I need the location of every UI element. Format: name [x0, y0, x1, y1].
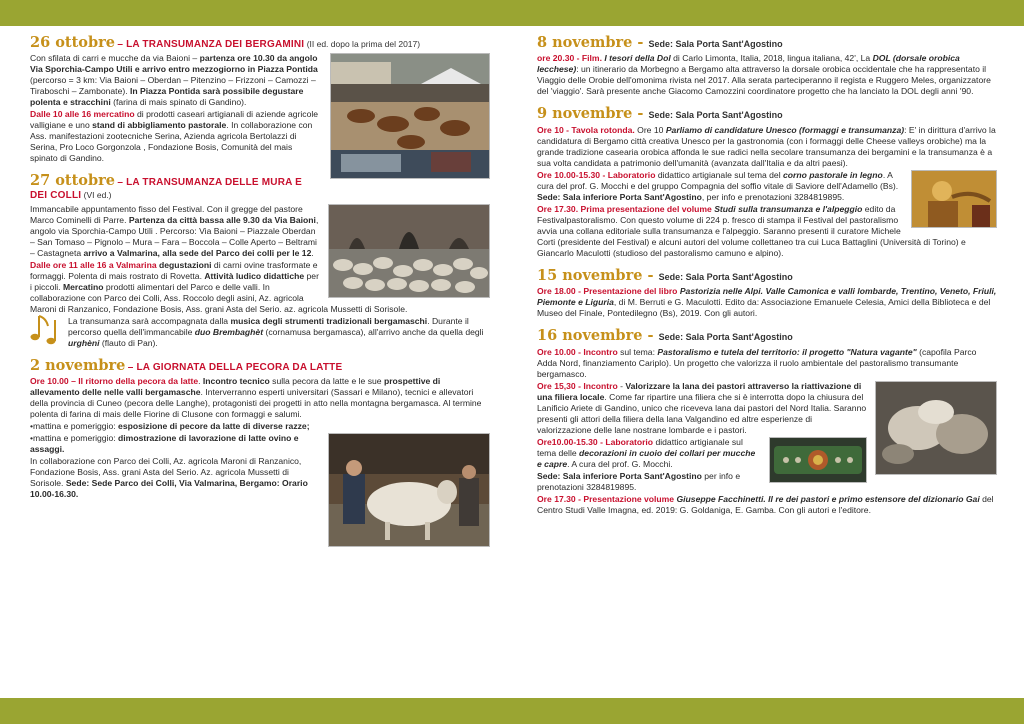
- text-highlight: Dalle ore 11 alle 16 a Valmarina: [30, 259, 157, 270]
- text-bold: degustazioni: [159, 259, 212, 270]
- event-edition: (II ed. dopo la prima del 2017): [306, 39, 421, 49]
- text: La transumanza sarà accompagnata dalla: [68, 315, 231, 326]
- text: : un itinerario da Morbegno a Bergamo alta attraverso la dorsale orobica occidentale che ha rappresentato il Viaggio delle Orobie dell'omonima rivista nel 2017. Alla serata parteciperanno il regista e Ruggero Meles, organizzatore del 'viaggio'. Sarà presente anche Giacomo Camozzini coordinatore progetto che ha lanciato la DOL degli anni '90.: [537, 64, 991, 97]
- text-bold: esposizione di pecore da latte di diverse razze;: [118, 421, 310, 432]
- text-highlight: Ore 17.30 - Presentazione volume: [537, 493, 677, 504]
- event-title: – LA TRANSUMANZA DELLE MURA E DEI COLLI: [30, 177, 303, 201]
- cattle-market-photo: [330, 53, 490, 179]
- text: (flauto di Pan).: [99, 337, 158, 348]
- top-accent-bar: [0, 0, 1024, 26]
- event-26-ottobre: [30, 34, 490, 164]
- text-bold-italic: duo Brembaghèt: [194, 326, 264, 337]
- text-bold-italic: urghèni: [68, 337, 100, 348]
- text-bold: Sede: Sede Parco dei Colli, Via Valmarina, Bergamo: Orario 10.00-16.30.: [30, 478, 308, 500]
- text: (percorso = 3 km: Via Baioni – Oberdan – Pitenzino – Frizzoni – Camozzi – Tiraboschi – Zambonate).: [30, 75, 316, 97]
- text-highlight: Ore 15,30 - Incontro: [537, 380, 618, 391]
- text-highlight: Ore 10.00 – Il ritorno della pecora da latte: [30, 376, 199, 387]
- event-header: [30, 357, 490, 374]
- event-dash: -: [632, 34, 649, 51]
- horn-fresco-photo: [911, 170, 997, 228]
- text: -: [617, 380, 626, 391]
- event-27-ottobre: [30, 172, 490, 348]
- text: Ore 10: [634, 124, 666, 135]
- text: .: [311, 247, 314, 258]
- text: di prodotti caseari artigianali di aziende agricole valligiane e uno: [30, 109, 319, 131]
- event-edition: (VI ed.): [83, 189, 112, 200]
- event-date: 15 novembre: [537, 266, 643, 284]
- event-title: – LA GIORNATA DELLA PECORA DA LATTE: [127, 361, 343, 373]
- text-bold-italic: Parliamo di candidature Unesco (formaggi e transumanza): [665, 124, 905, 135]
- text-highlight: Dalle 10 alle 16 mercatino: [30, 109, 135, 120]
- text-bold: Sede: Sala inferiore Porta Sant'Agostino: [537, 191, 702, 202]
- text: di carni ovine trasformate e formaggi. Polenta di mais rostrato di Rovetta.: [30, 259, 318, 281]
- event-header: [30, 34, 490, 51]
- text-bold-italic: decorazioni in cuoio dei collari per mucche e capre: [537, 447, 756, 469]
- event-8-novembre: [537, 34, 997, 97]
- text: , per info e prenotazioni 3284819895.: [701, 191, 845, 202]
- text: edito da Festivalpastoralismo. Con questo volume di 224 p. fresco di stampa il Festival del pastoralismo avvia una collana editoriale sulla transumanza e l'alpeggio. Saranno presenti il curatore Michele Corti (presidente del Festival) e alcuni autori del volume collettaneo tra cui Luca Battaglini (Università di Torino) e Giancarlo Maculotti (studioso del pastoralismo camuno e alpino).: [537, 203, 966, 258]
- text-bold: prospettive di allevamento delle nelle valli bergamasche: [30, 376, 441, 398]
- event-9-novembre: [537, 105, 997, 258]
- text: di Carlo Limonta, Italia, 2018, lingua italiana, 42', La: [670, 53, 873, 64]
- text-highlight: Ore 18.00 - Presentazione del libro: [537, 286, 680, 297]
- right-column: [537, 34, 997, 524]
- event-venue: Sede: Sala Porta Sant'Agostino: [658, 271, 793, 282]
- text-bold: arrivo a Valmarina, alla sede del Parco dei colli per le 12: [83, 247, 312, 258]
- event-header: [30, 172, 490, 201]
- text-highlight: Ore 10.00-15.30 - Laboratorio: [537, 169, 656, 180]
- event-dash: -: [642, 327, 659, 345]
- text: didattico artigianale sul tema del: [655, 169, 783, 180]
- event-date: 8 novembre: [537, 34, 633, 51]
- text: , angolo via Sporchia-Campo Utili . Percorso: Via Baioni – Piazzale Oberdan – San Tomaso – Pignolo – Mura – Fara – Boccola – Colle Aperto – Beltrami – Castagneta: [30, 214, 319, 258]
- event-header: [537, 105, 997, 122]
- text-bold: Sede: Sala inferiore Porta Sant'Agostino: [537, 470, 702, 481]
- text: •mattina e pomeriggio:: [30, 433, 119, 444]
- text: . A cura del prof. G. Mocchi.: [567, 458, 673, 469]
- left-column: [30, 34, 490, 550]
- text: (farina di mais spinato di Gandino).: [110, 97, 247, 108]
- wool-photo: [875, 381, 997, 475]
- text: : E' in dirittura d'arrivo la candidatura di Bergamo città creativa Unesco per la gastronomia (con i formaggi delle Cheese valleys orobiche) ma la grande tradizione casearia orobica affonda le sue radici nella secolare transumanza dei bergamini e la transumanza è a sua volta candidata a patrimonio dell'umanità (avanzata dall'Italia e da altri paesi).: [537, 124, 996, 168]
- text: prodotti alimentari del Parco e delle valli. In collaborazione con Parco dei Colli, Ass. Roccolo degli asini, Az. agricola Maroni di Ranzanico, Fondazione Bosis, Ass. grani Asta del Serio. az. agricola Mussetti di Sorisole.: [30, 281, 408, 314]
- text-highlight: Ore 17.30. Prima presentazione del volume: [537, 203, 715, 214]
- text: . Come far ripartire una filiera che si è interrotta dopo la chiusura del Lanificio Ariete di Gandino, unico che riceveva lana dai pastori del Nord Italia. Saranno presenti gli attori della filiera della lana Valgandino ed altre esperienze di valorizzazione delle lane nostrane lombarde e i pastori.: [537, 391, 867, 435]
- text-bold-italic: Pastorizia nelle Alpi. Valle Camonica e valli lombarde, Trentino, Veneto, Friuli, Piemonte e Liguria: [537, 286, 997, 308]
- event-date: 16 novembre: [537, 327, 643, 345]
- text: . Interverranno esperti universitari (Sassari e Milano), tecnici e allevatori della provincia di Cuneo (pecora delle Langhe), protagonisti dei progetti in atto nella montagna bergamasca. Al termine polenta di farina di mais delle Fiorine di Clusone con formaggi e salumi.: [30, 387, 482, 420]
- text-bold-italic: I tesori della Dol: [604, 53, 671, 64]
- text: (cornamusa bergamasca), all'arrivo anche da quella degli: [263, 326, 484, 337]
- text-bold: partenza ore 10.30 da angolo Via Sporchia-Campo Utili e arrivo entro mezzogiorno in Piazza Pontida: [30, 53, 318, 75]
- text-bold-italic: Studi sulla transumanza e l'alpeggio: [714, 203, 863, 214]
- event-2-novembre: [30, 357, 490, 500]
- text: Con sfilata di carri e mucche da via Baioni –: [30, 53, 200, 64]
- text: didattico artigianale sul tema delle: [537, 436, 743, 458]
- text-bold: musica degli strumenti tradizionali bergamaschi: [230, 315, 428, 326]
- text-bold: Attività ludico didattiche: [204, 270, 305, 281]
- text-bold-italic: Giuseppe Facchinetti. Il re dei pastori e primo estensore del dizionario Gai: [676, 493, 980, 504]
- text: •mattina e pomeriggio:: [30, 421, 119, 432]
- text: per i piccoli.: [30, 270, 319, 292]
- text-bold: dimostrazione di lavorazione di latte ovino e assaggi.: [30, 433, 299, 455]
- text: (capofila Parco Adda Nord, finanziamento Cariplo). Un progetto che valorizza il ruolo ambientale del pastoralismo transumante bergamasco.: [537, 346, 977, 379]
- bottom-accent-bar: [0, 698, 1024, 724]
- text-bold: Partenza da città bassa alle 9.30 da Via Baioni: [128, 214, 316, 225]
- text-bold-italic: DOL (dorsale orobica lecchese): [537, 53, 960, 75]
- event-16-novembre: [537, 327, 997, 515]
- event-venue: Sede: Sala Porta Sant'Agostino: [648, 39, 783, 49]
- text-bold: Mercatino: [62, 281, 104, 292]
- event-date: 2 novembre: [30, 356, 126, 374]
- text: sulla pecora da latte e le sue: [269, 376, 384, 387]
- text-bold: Valorizzare la lana dei pastori attraverso la riattivazione di una filiera locale: [537, 380, 862, 402]
- event-title: – LA TRANSUMANZA DEI BERGAMINI: [117, 39, 305, 50]
- event-header: [537, 34, 997, 51]
- text: Immancabile appuntamento fisso del Festival. Con il gregge del pastore Marco Cominelli di Parre.: [30, 203, 303, 225]
- event-date: 26 ottobre: [30, 34, 115, 51]
- event-venue: Sede: Sala Porta Sant'Agostino: [648, 110, 783, 121]
- text-bold-italic: corno pastorale in legno: [783, 169, 883, 180]
- text: . A cura del prof. G. Mocchi e del gruppo Compagnia del soffio vitale di Saviore dell'Adamello (Bs).: [537, 169, 899, 191]
- text-bold-italic: Pastoralismo e tutela del territorio: il progetto "Natura vagante": [657, 346, 917, 357]
- text: del Centro Studi Valle Imagna, ed. 2019: G. Goldaniga, E. Gamba. Con gli autori e l'editore.: [537, 493, 994, 515]
- text: . In collaborazione con Ass. manifestazioni zootecniche Serina, Azienda agricola Bertolazzi di Serina, Pro Loco Gorgonzola , Fondazione Bosis, Comunità del mais spinato di Gandino.: [30, 120, 313, 164]
- sheep-flock-photo: [328, 204, 490, 298]
- text-highlight: Ore 10 - Tavola rotonda.: [537, 124, 635, 135]
- text: In collaborazione con Parco dei Colli, Az. agricola Maroni di Ranzanico, Fondazione Bosis, Ass. grani Asta del Serio. Az. agricola Mussetti di Sorisole.: [30, 456, 302, 489]
- event-header: [537, 327, 997, 344]
- event-15-novembre: [537, 267, 997, 319]
- text: per info e prenotazioni 3284819895.: [537, 470, 741, 492]
- text-highlight: ore 20.30 - Film.: [537, 53, 605, 64]
- text-bold: Incontro tecnico: [202, 376, 270, 387]
- leather-collar-photo: [769, 437, 867, 483]
- sheep-shearing-photo: [328, 433, 490, 547]
- event-date: 27 ottobre: [30, 172, 115, 190]
- text: . Durante il percorso quella dell'immancabile: [68, 315, 469, 337]
- text-highlight: Ore10.00-15.30 - Laboratorio: [537, 436, 654, 447]
- text-highlight: Ore 10.00 - Incontro: [537, 346, 618, 357]
- event-header: [537, 267, 997, 284]
- event-venue: Sede: Sala Porta Sant'Agostino: [658, 332, 793, 343]
- event-dash: -: [632, 105, 649, 123]
- text: .: [198, 376, 203, 387]
- event-dash: -: [642, 266, 659, 284]
- text-bold: stand di abbigliamento pastorale: [92, 120, 227, 131]
- text: , di M. Berruti e G. Maculotti. Edito da: Associazione Emanuele Celesia, Amici della Biblioteca e del Museo del Finale, Pontedilegno (Bs), 2019. Con gli autori.: [537, 297, 991, 319]
- music-notes-icon: [28, 310, 62, 346]
- event-date: 9 novembre: [537, 105, 633, 123]
- text-bold: In Piazza Pontida sarà possibile degustare polenta e stracchini: [30, 86, 304, 108]
- text: sul tema:: [617, 346, 658, 357]
